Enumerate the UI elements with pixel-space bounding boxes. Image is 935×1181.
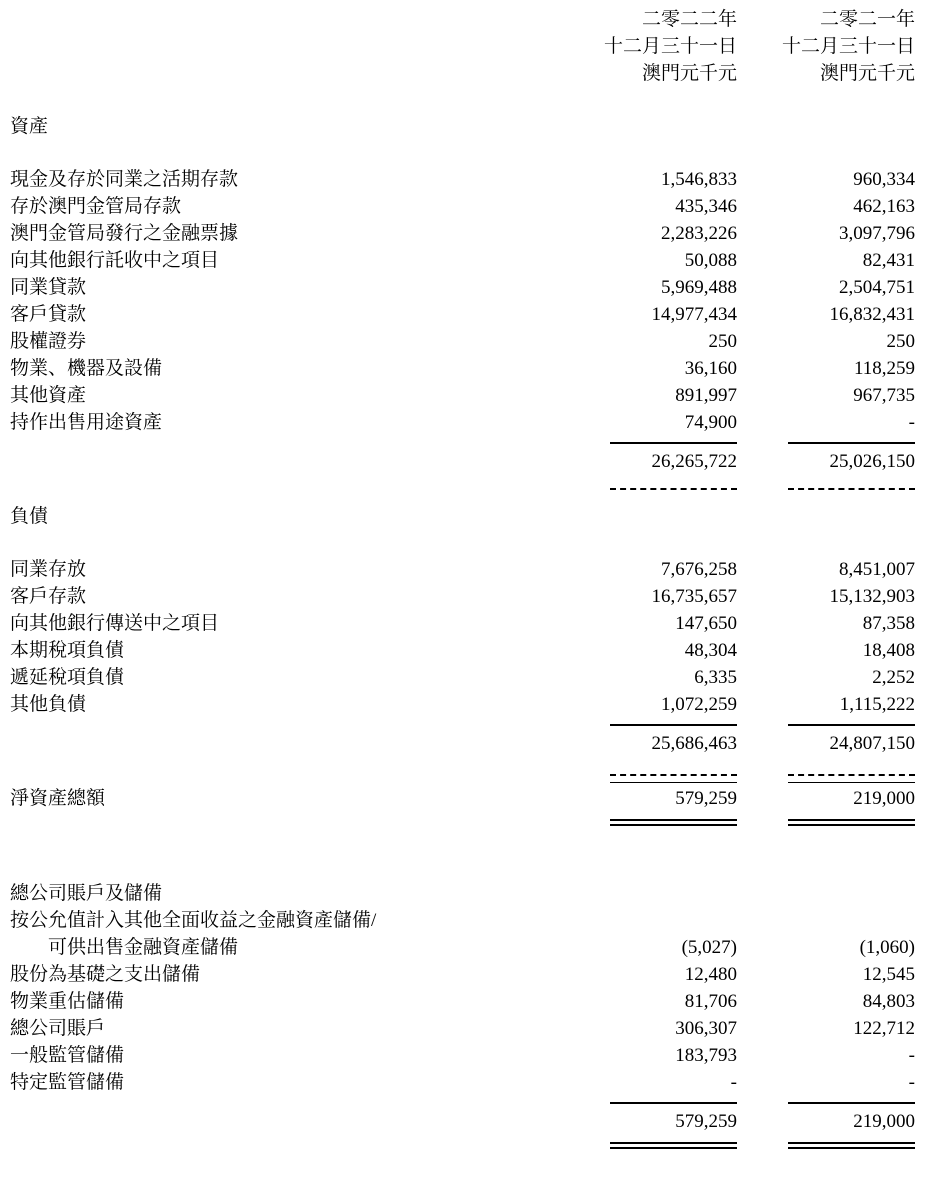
value-2022: 16,735,657 (651, 586, 737, 607)
value-2022: 7,676,258 (661, 559, 737, 580)
reserves-heading: 總公司賬戶及儲備 (10, 883, 163, 904)
net-assets-2022: 579,259 (675, 788, 737, 809)
value-2022: 435,346 (675, 196, 737, 217)
value-2022: 147,650 (675, 613, 737, 634)
assets-rows (10, 166, 915, 436)
value-2022: 50,088 (684, 250, 737, 271)
value-2021: 84,803 (862, 991, 915, 1012)
row-label: 遞延稅項負債 (10, 667, 125, 688)
table-row (10, 193, 915, 220)
header-2022-date: 十二月三十一日 (603, 36, 737, 57)
value-2021: 250 (886, 331, 915, 352)
value-2022: 14,977,434 (651, 304, 737, 325)
liabilities-total-2021: 24,807,150 (829, 733, 915, 754)
assets-total-2022: 26,265,722 (651, 451, 737, 472)
value-2021: 8,451,007 (839, 559, 915, 580)
column-header-currency (10, 60, 915, 87)
row-label (10, 907, 587, 961)
row-label: 其他負債 (10, 694, 87, 715)
table-row (10, 907, 915, 961)
value-2021: 87,358 (862, 613, 915, 634)
value-2021: (1,060) (859, 937, 915, 958)
assets-carry-rule (10, 488, 915, 490)
row-label: 持作出售用途資產 (10, 412, 163, 433)
table-row (10, 1015, 915, 1042)
header-2022-year: 二零二二年 (641, 9, 737, 30)
value-2022: 1,546,833 (661, 169, 737, 190)
table-row (10, 556, 915, 583)
section-reserves-title (10, 880, 915, 907)
net-assets-label: 淨資產總額 (10, 788, 106, 809)
net-assets-row (10, 785, 915, 812)
value-2022: 6,335 (694, 667, 737, 688)
liabilities-carry-rule (10, 774, 915, 776)
table-row (10, 961, 915, 988)
net-assets-double-rule (10, 819, 915, 826)
row-label: 一般監管儲備 (10, 1045, 125, 1066)
row-label: 本期稅項負債 (10, 640, 125, 661)
value-2022: (5,027) (681, 937, 737, 958)
table-row (10, 247, 915, 274)
value-2022: - (730, 1072, 737, 1093)
value-2021: 118,259 (853, 358, 915, 379)
header-2021-date: 十二月三十一日 (781, 36, 915, 57)
value-2021: - (908, 1045, 915, 1066)
table-row (10, 409, 915, 436)
net-assets-2021: 219,000 (853, 788, 915, 809)
table-row (10, 637, 915, 664)
value-2021: - (908, 1072, 915, 1093)
value-2021: 2,504,751 (839, 277, 915, 298)
reserves-rows (10, 907, 915, 1096)
table-row (10, 355, 915, 382)
value-2021: 18,408 (862, 640, 915, 661)
value-2022: 36,160 (684, 358, 737, 379)
section-liabilities-title (10, 503, 915, 530)
table-row (10, 1042, 915, 1069)
table-row (10, 988, 915, 1015)
table-row (10, 328, 915, 355)
assets-total-row (10, 448, 915, 475)
row-label: 客戶存款 (10, 586, 87, 607)
liabilities-total-2022: 25,686,463 (651, 733, 737, 754)
table-row (10, 610, 915, 637)
row-label: 股權證券 (10, 331, 87, 352)
value-2022: 81,706 (684, 991, 737, 1012)
value-2022: 48,304 (684, 640, 737, 661)
value-2021: 15,132,903 (829, 586, 915, 607)
value-2022: 12,480 (684, 964, 737, 985)
value-2021: 960,334 (853, 169, 915, 190)
table-row (10, 691, 915, 718)
row-label: 存於澳門金管局存款 (10, 196, 182, 217)
reserves-total-2021: 219,000 (853, 1111, 915, 1132)
liabilities-heading: 負債 (10, 506, 49, 527)
value-2022: 2,283,226 (661, 223, 737, 244)
row-label: 股份為基礎之支出儲備 (10, 964, 201, 985)
table-row (10, 382, 915, 409)
assets-total-rule (10, 442, 915, 444)
row-label: 客戶貸款 (10, 304, 87, 325)
row-label: 澳門金管局發行之金融票據 (10, 223, 239, 244)
assets-heading: 資產 (10, 116, 49, 137)
header-2021-currency: 澳門元千元 (819, 63, 915, 84)
value-2022: 183,793 (675, 1045, 737, 1066)
value-2021: 16,832,431 (829, 304, 915, 325)
row-label: 特定監管儲備 (10, 1072, 125, 1093)
table-row (10, 274, 915, 301)
table-row (10, 1069, 915, 1096)
table-row (10, 301, 915, 328)
reserves-double-rule (10, 1142, 915, 1149)
row-label: 現金及存於同業之活期存款 (10, 169, 239, 190)
value-2021: 462,163 (853, 196, 915, 217)
table-row (10, 583, 915, 610)
value-2022: 5,969,488 (661, 277, 737, 298)
row-label: 同業貸款 (10, 277, 87, 298)
row-label: 總公司賬戶 (10, 1018, 106, 1039)
column-header-year (10, 6, 915, 33)
value-2021: 12,545 (862, 964, 915, 985)
liabilities-total-row (10, 730, 915, 757)
value-2022: 306,307 (675, 1018, 737, 1039)
header-2022-currency: 澳門元千元 (641, 63, 737, 84)
header-2021-year: 二零二一年 (819, 9, 915, 30)
row-label: 向其他銀行託收中之項目 (10, 250, 220, 271)
row-label: 向其他銀行傳送中之項目 (10, 613, 220, 634)
value-2021: 1,115,222 (839, 694, 915, 715)
value-2022: 74,900 (684, 412, 737, 433)
reserves-total-2022: 579,259 (675, 1111, 737, 1132)
row-label: 同業存放 (10, 559, 87, 580)
table-row (10, 664, 915, 691)
value-2022: 250 (708, 331, 737, 352)
table-row (10, 220, 915, 247)
value-2021: - (908, 412, 915, 433)
value-2021: 82,431 (862, 250, 915, 271)
value-2021: 2,252 (872, 667, 915, 688)
reserves-total-rule (10, 1102, 915, 1104)
value-2022: 1,072,259 (661, 694, 737, 715)
row-label-line2: 可供出售金融資產儲備 (48, 937, 239, 958)
table-row (10, 166, 915, 193)
row-label: 其他資產 (10, 385, 87, 406)
value-2021: 122,712 (853, 1018, 915, 1039)
row-label: 物業重估儲備 (10, 991, 125, 1012)
value-2021: 3,097,796 (839, 223, 915, 244)
column-header-date (10, 33, 915, 60)
liabilities-total-rule (10, 724, 915, 726)
row-label: 物業、機器及設備 (10, 358, 163, 379)
liabilities-rows (10, 556, 915, 718)
value-2022: 891,997 (675, 385, 737, 406)
net-assets-top-rule (10, 782, 915, 783)
section-assets-title (10, 113, 915, 140)
row-label-line1: 按公允值計入其他全面收益之金融資產儲備/ (10, 910, 377, 931)
reserves-total-row (10, 1108, 915, 1135)
value-2021: 967,735 (853, 385, 915, 406)
assets-total-2021: 25,026,150 (829, 451, 915, 472)
